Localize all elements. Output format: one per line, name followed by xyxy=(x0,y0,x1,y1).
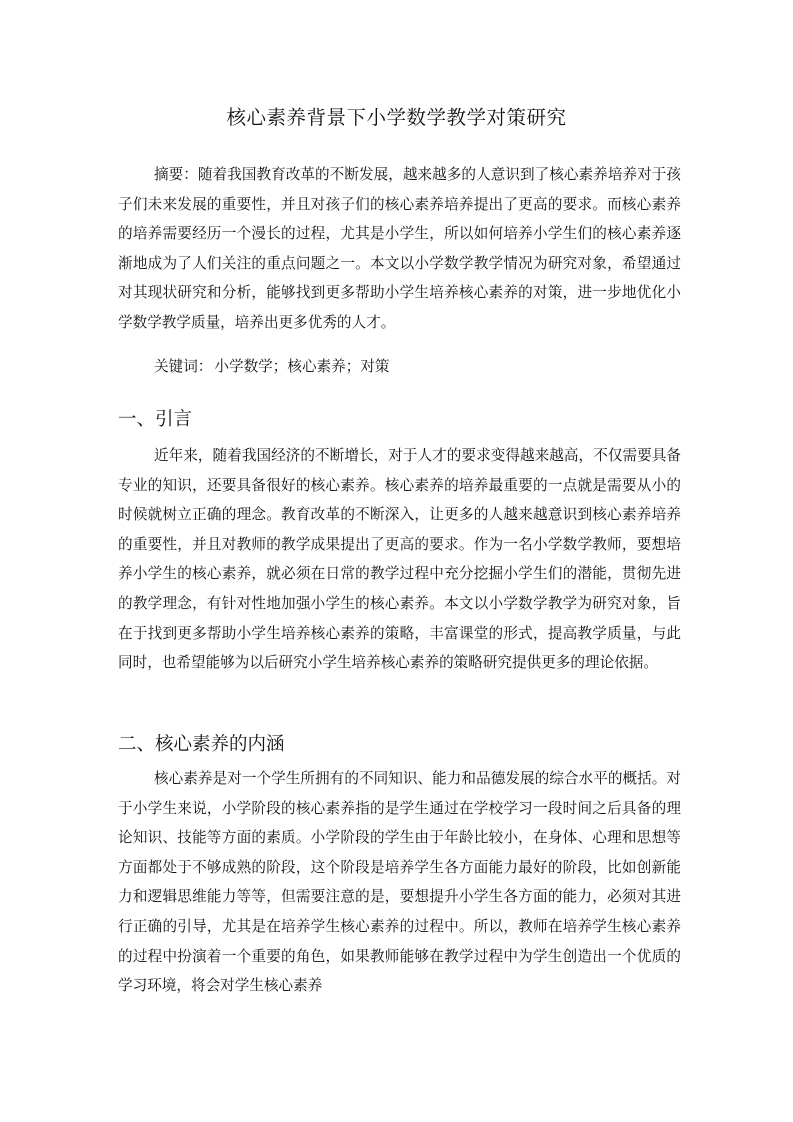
keywords-line xyxy=(118,352,681,382)
section-heading-introduction: 一、引言 xyxy=(118,409,193,430)
section-heading-core-literacy-meaning: 二、核心素养的内涵 xyxy=(118,734,285,755)
abstract-paragraph xyxy=(118,160,681,338)
abstract-text: 随着我国教育改革的不断发展，越来越多的人意识到了核心素养培养对于孩子们未来发展的重要性，并且对孩子们的核心素养培养提出了更高的要求。而核心素养的培养需要经历一个漫长的过程，尤其是小学生，所以如何培养小学生们的核心素养逐渐地成为了人们关注的重点问题之一。本文以小学数学教学情况为研究对象，希望通过对其现状研究和分析，能够找到更多帮助小学生培养核心素养的对策，进一步地优化小学数学教学质量，培养出更多优秀的人才。 xyxy=(118,166,681,331)
abstract-label: 摘要： xyxy=(154,166,198,183)
section-paragraph-core-literacy-meaning: 核心素养是对一个学生所拥有的不同知识、能力和品德发展的综合水平的概括。对于小学生来说，小学阶段的核心素养指的是学生通过在学校学习一段时间之后具备的理论知识、技能等方面的素质。小学阶段的学生由于年龄比较小，在身体、心理和思想等方面都处于不够成熟的阶段，这个阶段是培养学生各方面能力最好的阶段，比如创新能力和逻辑思维能力等等，但需要注意的是，要想提升小学生各方面的能力，必须对其进行正确的引导，尤其是在培养学生核心素养的过程中。所以，教师在培养学生核心素养的过程中扮演着一个重要的角色，如果教师能够在教学过程中为学生创造出一个优质的学习环境，将会对学生核心素养 xyxy=(118,770,681,995)
keywords-label: 关键词： xyxy=(154,358,213,375)
page-title: 核心素养背景下小学数学教学对策研究 xyxy=(226,106,567,129)
section-paragraph-introduction: 近年来，随着我国经济的不断增长，对于人才的要求变得越来越高，不仅需要具备专业的知识，还要具备很好的核心素养。核心素养的培养最重要的一点就是需要从小的时候就树立正确的理念。教育改革的不断深入，让更多的人越来越意识到核心素养培养的重要性，并且对教师的教学成果提出了更高的要求。作为一名小学数学教师，要想培养小学生的核心素养，就必须在日常的教学过程中充分挖掘小学生们的潜能，贯彻先进的教学理念，有针对性地加强小学生的核心素养。本文以小学数学教学为研究对象，旨在于找到更多帮助小学生培养核心素养的策略，丰富课堂的形式，提高教学质量，与此同时，也希望能够为以后研究小学生培养核心素养的策略研究提供更多的理论依据。 xyxy=(118,447,681,672)
keywords-text: 小学数学；核心素养；对策 xyxy=(214,358,390,375)
